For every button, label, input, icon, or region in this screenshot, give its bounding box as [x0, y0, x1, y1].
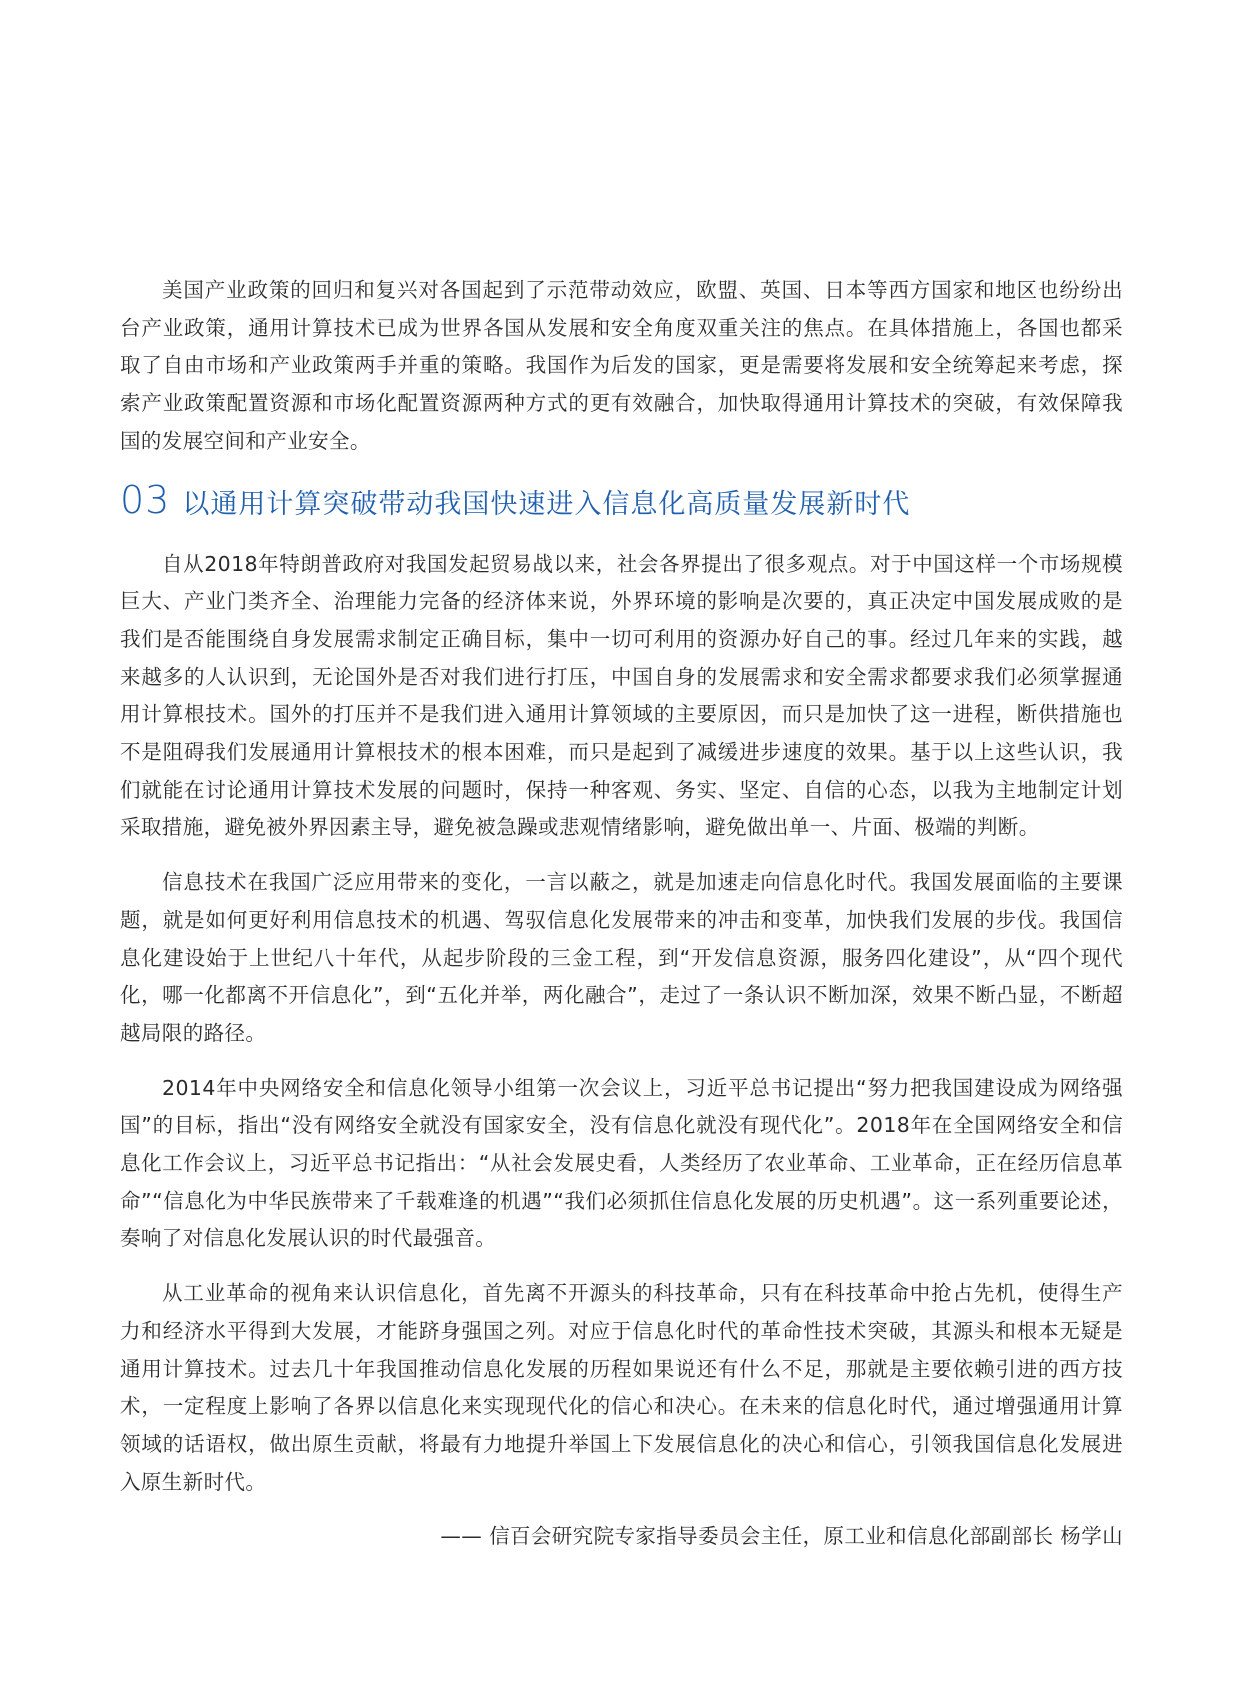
- intro-paragraph: 美国产业政策的回归和复兴对各国起到了示范带动效应，欧盟、英国、日本等西方国家和地区也纷纷出台产业政策，通用计算技术已成为世界各国从发展和安全角度双重关注的焦点。在具体措施上，各国也都采取了自由市场和产业政策两手并重的策略。我国作为后发的国家，更是需要将发展和安全统筹起来考虑，探索产业政策配置资源和市场化配置资源两种方式的更有效融合，加快取得通用计算技术的突破，有效保障我国的发展空间和产业安全。: [120, 278, 1123, 453]
- body-paragraph-2: 信息技术在我国广泛应用带来的变化，一言以蔽之，就是加速走向信息化时代。我国发展面临的主要课题，就是如何更好利用信息技术的机遇、驾驭信息化发展带来的冲击和变革，加快我们发展的步伐。我国信息化建设始于上世纪八十年代，从起步阶段的三金工程，到“开发信息资源，服务四化建设”，从“四个现代化，哪一化都离不开信息化”，到“五化并举，两化融合”，走过了一条认识不断加深，效果不断凸显，不断超越局限的路径。: [120, 870, 1123, 1045]
- section-title: 以通用计算突破带动我国快速进入信息化高质量发展新时代: [182, 488, 911, 520]
- article-body: [120, 272, 1123, 1555]
- body-paragraph-4: 从工业革命的视角来认识信息化，首先离不开源头的科技革命，只有在科技革命中抢占先机，使得生产力和经济水平得到大发展，才能跻身强国之列。对应于信息化时代的革命性技术突破，其源头和根本无疑是通用计算技术。过去几十年我国推动信息化发展的历程如果说还有什么不足，那就是主要依赖引进的西方技术，一定程度上影响了各界以信息化来实现现代化的信心和决心。在未来的信息化时代，通过增强通用计算领域的话语权，做出原生贡献，将最有力地提升举国上下发展信息化的决心和信心，引领我国信息化发展进入原生新时代。: [120, 1281, 1123, 1494]
- author-signature: —— 信百会研究院专家指导委员会主任，原工业和信息化部副部长 杨学山: [440, 1524, 1123, 1549]
- section-number: 03: [120, 477, 171, 522]
- body-paragraph-3: 2014年中央网络安全和信息化领导小组第一次会议上，习近平总书记提出“努力把我国建设成为网络强国”的目标，指出“没有网络安全就没有国家安全，没有信息化就没有现代化”。2018年在全国网络安全和信息化工作会议上，习近平总书记指出：“从社会发展史看，人类经历了农业革命、工业革命，正在经历信息革命”“信息化为中华民族带来了千载难逢的机遇”“我们必须抓住信息化发展的历史机遇”。这一系列重要论述，奏响了对信息化发展认识的时代最强音。: [120, 1075, 1123, 1251]
- section-heading: [120, 478, 1123, 526]
- body-paragraph-1: 自从2018年特朗普政府对我国发起贸易战以来，社会各界提出了很多观点。对于中国这样一个市场规模巨大、产业门类齐全、治理能力完备的经济体来说，外界环境的影响是次要的，真正决定中国发展成败的是我们是否能围绕自身发展需求制定正确目标，集中一切可利用的资源办好自己的事。经过几年来的实践，越来越多的人认识到，无论国外是否对我们进行打压，中国自身的发展需求和安全需求都要求我们必须掌握通用计算根技术。国外的打压并不是我们进入通用计算领域的主要原因，而只是加快了这一进程，断供措施也不是阻碍我们发展通用计算根技术的根本困难，而只是起到了减缓进步速度的效果。基于以上这些认识，我们就能在讨论通用计算技术发展的问题时，保持一种客观、务实、坚定、自信的心态，以我为主地制定计划采取措施，避免被外界因素主导，避免被急躁或悲观情绪影响，避免做出单一、片面、极端的判断。: [120, 551, 1123, 840]
